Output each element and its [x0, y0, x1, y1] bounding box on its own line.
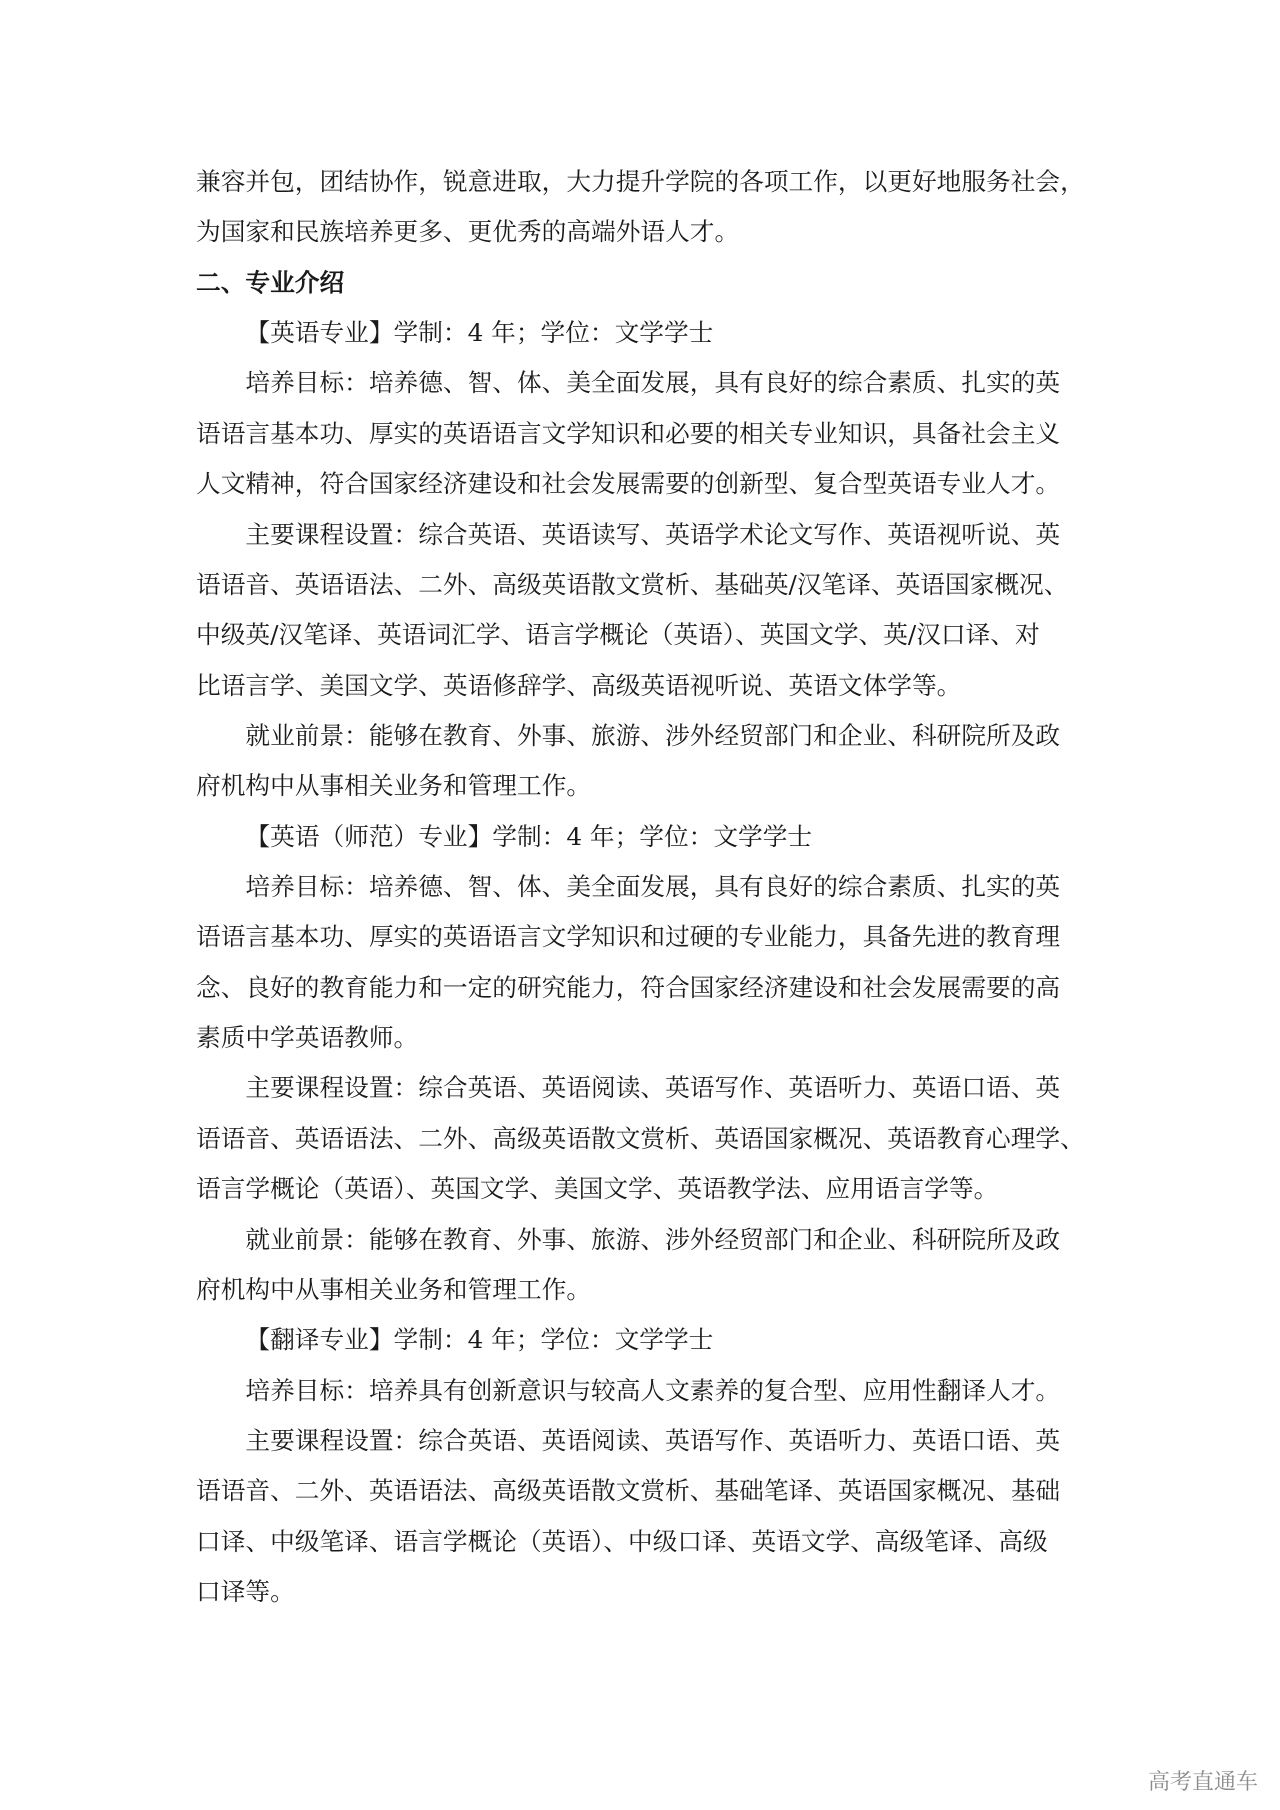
paragraph-line: 就业前景：能够在教育、外事、旅游、涉外经贸部门和企业、科研院所及政 — [245, 1224, 1061, 1254]
paragraph-line: 语语言基本功、厚实的英语语言文学知识和过硬的专业能力，具备先进的教育理 — [196, 922, 1061, 952]
paragraph-line: 语语音、英语语法、二外、高级英语散文赏析、英语国家概况、英语教育心理学、 — [196, 1123, 1085, 1153]
paragraph-line: 培养目标：培养德、智、体、美全面发展，具有良好的综合素质、扎实的英 — [245, 368, 1061, 398]
paragraph-line: 主要课程设置：综合英语、英语阅读、英语写作、英语听力、英语口语、英 — [245, 1425, 1061, 1455]
paragraph-line: 语语音、英语语法、二外、高级英语散文赏析、基础英/汉笔译、英语国家概况、 — [196, 569, 1069, 599]
paragraph-line: 为国家和民族培养更多、更优秀的高端外语人才。 — [196, 217, 740, 247]
paragraph-line: 口译等。 — [196, 1577, 295, 1607]
watermark: 高考直通车 — [1147, 1770, 1258, 1795]
paragraph-line: 主要课程设置：综合英语、英语读写、英语学术论文写作、英语视听说、英 — [245, 519, 1061, 549]
paragraph-line: 兼容并包，团结协作，锐意进取，大力提升学院的各项工作，以更好地服务社会， — [196, 167, 1085, 196]
paragraph-line: 府机构中从事相关业务和管理工作。 — [196, 771, 592, 801]
paragraph-line: 语语言基本功、厚实的英语语言文学知识和必要的相关专业知识，具备社会主义 — [196, 418, 1061, 448]
major-title-translation: 【翻译专业】学制：4 年；学位：文学学士 — [245, 1325, 714, 1355]
document-body — [196, 157, 1096, 1617]
paragraph-line: 培养目标：培养具有创新意识与较高人文素养的复合型、应用性翻译人才。 — [245, 1375, 1061, 1405]
paragraph-line: 念、良好的教育能力和一定的研究能力，符合国家经济建设和社会发展需要的高 — [196, 972, 1061, 1002]
section-heading: 二、专业介绍 — [196, 267, 345, 297]
major-title-english-teaching: 【英语（师范）专业】学制：4 年；学位：文学学士 — [245, 821, 813, 851]
paragraph-line: 语言学概论（英语）、英国文学、美国文学、英语教学法、应用语言学等。 — [196, 1174, 999, 1204]
paragraph-line: 素质中学英语教师。 — [196, 1023, 419, 1053]
paragraph-line: 主要课程设置：综合英语、英语阅读、英语写作、英语听力、英语口语、英 — [245, 1073, 1061, 1103]
paragraph-line: 中级英/汉笔译、英语词汇学、语言学概论（英语）、英国文学、英/汉口译、对 — [196, 620, 1040, 650]
major-title-english: 【英语专业】学制：4 年；学位：文学学士 — [245, 318, 714, 348]
paragraph-line: 就业前景：能够在教育、外事、旅游、涉外经贸部门和企业、科研院所及政 — [245, 720, 1061, 750]
paragraph-line: 人文精神，符合国家经济建设和社会发展需要的创新型、复合型英语专业人才。 — [196, 469, 1061, 499]
paragraph-line: 口译、中级笔译、语言学概论（英语）、中级口译、英语文学、高级笔译、高级 — [196, 1526, 1048, 1556]
paragraph-line: 府机构中从事相关业务和管理工作。 — [196, 1274, 592, 1304]
paragraph-line: 语语音、二外、英语语法、高级英语散文赏析、基础笔译、英语国家概况、基础 — [196, 1476, 1061, 1506]
paragraph-line: 培养目标：培养德、智、体、美全面发展，具有良好的综合素质、扎实的英 — [245, 872, 1061, 902]
paragraph-line: 比语言学、美国文学、英语修辞学、高级英语视听说、英语文体学等。 — [196, 670, 962, 700]
